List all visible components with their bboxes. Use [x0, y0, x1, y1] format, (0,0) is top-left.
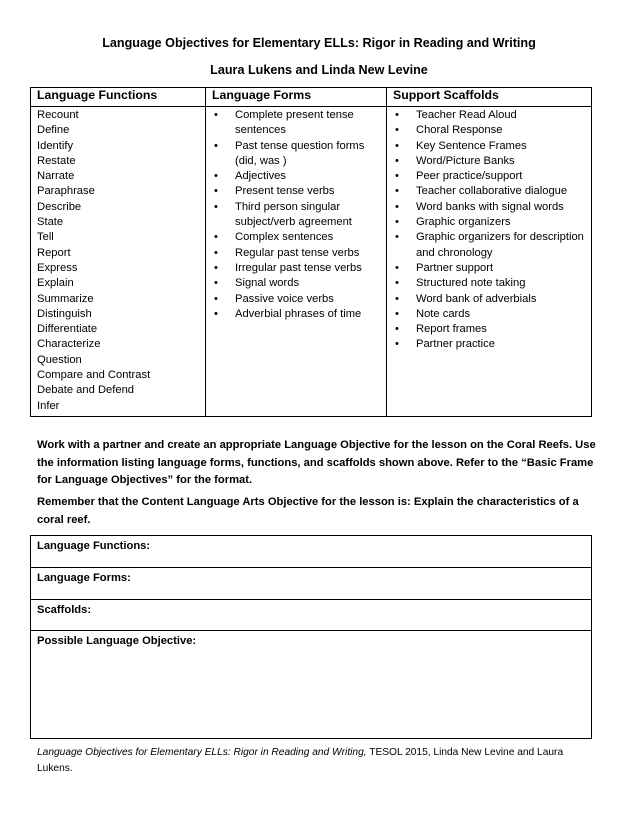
footer-citation — [37, 745, 582, 777]
worksheet-row — [31, 600, 592, 631]
list-item: Question — [37, 353, 82, 366]
list-item: • Graphic organizers — [393, 215, 585, 230]
list-item: • Partner support — [393, 261, 585, 276]
list-item: Explain — [37, 277, 74, 290]
document-title: Language Objectives for Elementary ELLs: Rigor in Reading and Writing — [102, 36, 536, 50]
list-item: • Teacher collaborative dialogue — [393, 184, 585, 199]
list-item: Tell — [37, 231, 54, 244]
list-item: • Graphic organizers for description and chronology — [393, 230, 585, 261]
forms-cell — [206, 107, 387, 417]
scaffolds-cell — [387, 107, 592, 417]
header-language-forms: Language Forms — [206, 88, 387, 107]
list-item: • Key Sentence Frames — [393, 139, 585, 154]
language-objectives-table — [30, 87, 592, 417]
citation-title: Language Objectives for Elementary ELLs: Rigor in Reading and Writing, — [37, 747, 367, 758]
list-item: Summarize — [37, 292, 94, 305]
list-item: Recount — [37, 109, 79, 121]
list-item: • Teacher Read Aloud — [393, 108, 585, 123]
list-item: Describe — [37, 200, 82, 213]
scaffolds-list — [393, 108, 585, 353]
list-item: Express — [37, 261, 78, 274]
list-item: Compare and Contrast — [37, 369, 151, 382]
forms-list — [212, 108, 380, 322]
list-item: Identify — [37, 139, 74, 152]
list-item: • Passive voice verbs — [212, 292, 380, 307]
list-item: • Present tense verbs — [212, 184, 380, 199]
list-item: Distinguish — [37, 307, 92, 320]
list-item: Debate and Defend — [37, 384, 135, 397]
worksheet-row — [31, 631, 592, 739]
list-item: • Word/Picture Banks — [393, 154, 585, 169]
language-forms-field[interactable]: Language Forms: — [31, 568, 592, 600]
list-item: • Peer practice/support — [393, 169, 585, 184]
list-item: Infer — [37, 399, 60, 412]
list-item: • Adjectives — [212, 169, 380, 184]
list-item: Define — [37, 124, 70, 137]
list-item: • Adverbial phrases of time — [212, 307, 380, 322]
functions-cell — [31, 107, 206, 417]
list-item: • Word banks with signal words — [393, 200, 585, 215]
header-support-scaffolds: Support Scaffolds — [387, 88, 592, 107]
list-item: • Complex sentences — [212, 230, 380, 245]
document-authors: Laura Lukens and Linda New Levine — [210, 63, 428, 77]
list-item: • Word bank of adverbials — [393, 292, 585, 307]
worksheet-table — [30, 535, 592, 739]
list-item: Characterize — [37, 338, 101, 351]
citation-details: TESOL 2015, Linda New Levine and Laura Lukens. — [37, 747, 564, 774]
list-item: • Signal words — [212, 276, 380, 291]
list-item: • Third person singular subject/verb agreement — [212, 200, 380, 231]
worksheet-row — [31, 568, 592, 600]
list-item: • Structured note taking — [393, 276, 585, 291]
table-row — [31, 107, 592, 417]
table-header-row — [31, 88, 592, 107]
list-item: • Irregular past tense verbs — [212, 261, 380, 276]
list-item: Paraphrase — [37, 185, 95, 198]
language-functions-field[interactable]: Language Functions: — [31, 536, 592, 568]
list-item: State — [37, 216, 64, 229]
list-item: • Partner practice — [393, 337, 585, 352]
list-item: • Regular past tense verbs — [212, 246, 380, 261]
worksheet-row — [31, 536, 592, 568]
list-item: Report — [37, 246, 71, 259]
list-item: Narrate — [37, 170, 75, 183]
list-item: • Report frames — [393, 322, 585, 337]
list-item: • Note cards — [393, 307, 585, 322]
instructions-paragraph: Work with a partner and create an appropriate Language Objective for the lesson on the Coral Reefs. Use the information listing language forms, functions, and scaffolds shown above. Refer to the “Basic Frame for Language Objectives” for the format. — [37, 439, 596, 486]
scaffolds-field[interactable]: Scaffolds: — [31, 600, 592, 631]
header-language-functions: Language Functions — [31, 88, 206, 107]
list-item: Differentiate — [37, 323, 98, 336]
list-item: • Past tense question forms (did, was ) — [212, 139, 380, 170]
list-item: • Complete present tense sentences — [212, 108, 380, 139]
language-objective-field[interactable]: Possible Language Objective: — [31, 631, 592, 739]
content-objective-paragraph: Remember that the Content Language Arts Objective for the lesson is: Explain the characteristics of a coral reef. — [37, 496, 579, 526]
list-item: Restate — [37, 154, 76, 167]
list-item: • Choral Response — [393, 123, 585, 138]
